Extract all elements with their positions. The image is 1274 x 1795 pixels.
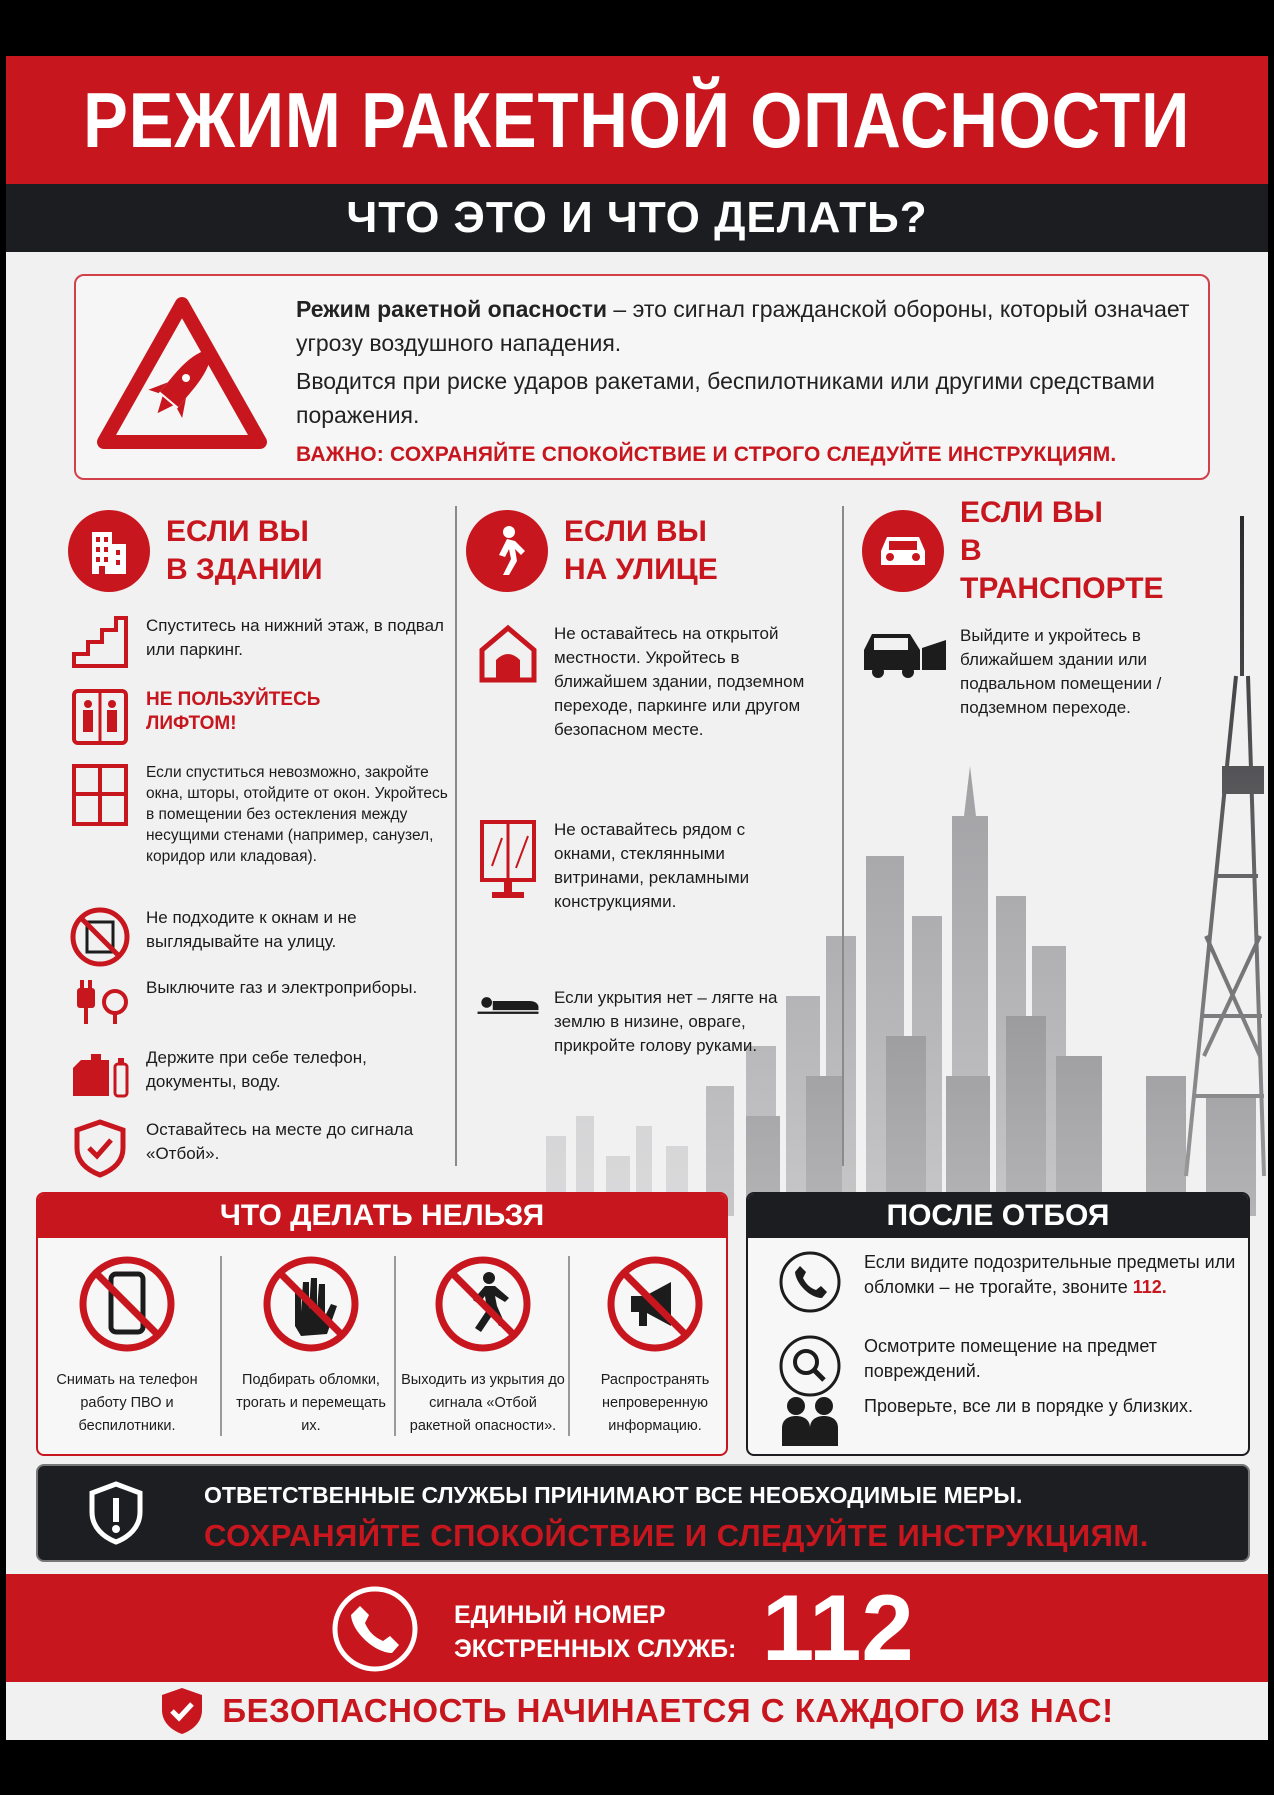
after-item-1-body: Если видите подозрительные предметы или обломки – не трогайте, звоните bbox=[864, 1252, 1236, 1297]
services-line1: ОТВЕТСТВЕННЫЕ СЛУЖБЫ ПРИНИМАЮТ ВСЕ НЕОБХОДИМЫЕ МЕРЫ. bbox=[204, 1482, 1023, 1508]
street-item-3 bbox=[476, 986, 846, 1058]
street-title bbox=[564, 513, 718, 589]
column-divider-2 bbox=[842, 506, 844, 1166]
building-item-5-text: Выключите газ и электроприборы. bbox=[146, 978, 418, 997]
street-title-line2: НА УЛИЦЕ bbox=[564, 553, 718, 586]
subtitle-banner bbox=[6, 184, 1268, 252]
hotline-number: 112 bbox=[762, 1575, 914, 1680]
shield-exclamation-icon bbox=[88, 1480, 144, 1546]
banned-item-3-text: Выходить из укрытия до сигнала «Отбой ракетной опасности». bbox=[401, 1372, 565, 1434]
street-item-3-text: Если укрытия нет – лягте на землю в низине, овраге, прикройте голову руками. bbox=[554, 988, 778, 1055]
building-title bbox=[166, 513, 323, 589]
street-item-2-text: Не оставайтесь рядом с окнами, стеклянными витринами, рекламными конструкциями. bbox=[554, 820, 750, 911]
building-item-3 bbox=[68, 762, 448, 867]
no-running-icon bbox=[433, 1254, 533, 1354]
street-item-1-text: Не оставайтесь на открытой местности. Укройтесь в ближайшем здании, подземном переходе, паркинге или другом безопасном месте. bbox=[554, 624, 805, 739]
title-banner bbox=[6, 56, 1268, 184]
intro-box bbox=[74, 274, 1210, 480]
street-circle bbox=[466, 510, 548, 592]
hotline-banner bbox=[6, 1574, 1268, 1682]
banned-title: ЧТО ДЕЛАТЬ НЕЛЬЗЯ bbox=[38, 1194, 726, 1238]
street-item-1 bbox=[476, 622, 846, 742]
after-item-3 bbox=[778, 1394, 1244, 1448]
phone-icon bbox=[778, 1250, 842, 1314]
building-item-6 bbox=[68, 1046, 448, 1102]
intro-term: Режим ракетной опасности bbox=[296, 296, 608, 322]
building-circle bbox=[68, 510, 150, 592]
building-item-7-text: Оставайтесь на месте до сигнала «Отбой». bbox=[146, 1120, 414, 1163]
building-item-4-text: Не подходите к окнам и не выглядывайте на улицу. bbox=[146, 908, 357, 951]
no-phone-icon bbox=[77, 1254, 177, 1354]
building-item-1-text: Спуститесь на нижний этаж, в подвал или паркинг. bbox=[146, 616, 444, 659]
building-item-6-text: Держите при себе телефон, документы, воду. bbox=[146, 1048, 367, 1091]
after-item-2-text: Осмотрите помещение на предмет повреждений. bbox=[864, 1336, 1157, 1381]
banned-item-2-text: Подбирать обломки, трогать и перемещать их. bbox=[236, 1372, 386, 1434]
poster bbox=[6, 56, 1268, 1740]
street-header bbox=[466, 506, 836, 596]
no-hand-icon bbox=[261, 1254, 361, 1354]
building-title-line1: ЕСЛИ ВЫ bbox=[166, 515, 309, 548]
footer bbox=[6, 1682, 1268, 1740]
intro-context: Вводится при риске ударов ракетами, беспилотниками или другими средствами поражения. bbox=[296, 368, 1155, 428]
banned-item-3 bbox=[398, 1254, 568, 1438]
shelter-icon bbox=[476, 622, 540, 684]
building-item-4 bbox=[68, 906, 448, 968]
shield-check-icon bbox=[73, 1118, 127, 1178]
banned-item-1-text: Снимать на телефон работу ПВО и беспилотники. bbox=[56, 1372, 198, 1434]
page-title: РЕЖИМ РАКЕТНОЙ ОПАСНОСТИ bbox=[83, 75, 1191, 164]
transport-section bbox=[862, 496, 1192, 605]
transport-circle bbox=[862, 510, 944, 592]
billboard-icon bbox=[476, 818, 540, 902]
phone-icon bbox=[330, 1584, 420, 1674]
banned-section bbox=[36, 1192, 728, 1456]
services-banner bbox=[36, 1464, 1250, 1562]
transport-item-1-text: Выйдите и укройтесь в ближайшем здании или подвальном помещении / подземном переходе. bbox=[960, 626, 1162, 717]
elevator-icon bbox=[70, 688, 130, 746]
intro-text bbox=[296, 292, 1196, 476]
after-item-1-number: 112. bbox=[1132, 1277, 1167, 1297]
stairs-icon bbox=[70, 614, 130, 670]
after-item-1-text bbox=[864, 1250, 1244, 1300]
intro-definition: – это сигнал гражданской обороны, который означает угрозу воздушного нападения. bbox=[296, 296, 1190, 356]
building-item-3-text: Если спуститься невозможно, закройте окна, шторы, отойдите от окон. Укройтесь в помещении без остекления между несущими стенами (например, санузел, коридор или кладовая). bbox=[146, 764, 448, 865]
no-megaphone-icon bbox=[605, 1254, 705, 1354]
plug-icon bbox=[69, 976, 131, 1028]
transport-title-line2: В ТРАНСПОРТЕ bbox=[960, 534, 1164, 605]
rocket-warning-icon bbox=[96, 292, 268, 452]
building-item-2-text: НЕ ПОЛЬЗУЙТЕСЬ ЛИФТОМ! bbox=[146, 689, 321, 734]
car-door-icon bbox=[862, 624, 952, 682]
window-icon bbox=[70, 762, 130, 828]
banned-item-2 bbox=[226, 1254, 396, 1438]
after-title: ПОСЛЕ ОТБОЯ bbox=[748, 1194, 1248, 1238]
building-item-5 bbox=[68, 976, 448, 1028]
transport-item-1 bbox=[862, 624, 1192, 720]
after-section bbox=[746, 1192, 1250, 1456]
lying-person-icon bbox=[476, 986, 540, 1022]
footer-text: БЕЗОПАСНОСТЬ НАЧИНАЕТСЯ С КАЖДОГО ИЗ НАС! bbox=[222, 1692, 1114, 1729]
transport-header bbox=[862, 496, 1192, 605]
building-section bbox=[68, 506, 448, 596]
column-divider-1 bbox=[455, 506, 457, 1166]
banned-item-4-text: Распространять непроверенную информацию. bbox=[600, 1372, 710, 1434]
building-item-7 bbox=[68, 1118, 448, 1178]
building-item-1 bbox=[68, 614, 448, 670]
building-item-2 bbox=[68, 688, 448, 746]
banned-divider-2 bbox=[394, 1256, 396, 1436]
people-icon bbox=[778, 1394, 842, 1448]
banned-item-4 bbox=[570, 1254, 728, 1438]
hotline-label-line2: ЭКСТРЕННЫХ СЛУЖБ: bbox=[454, 1635, 737, 1663]
building-icon bbox=[86, 526, 132, 576]
intro-important: ВАЖНО: СОХРАНЯЙТЕ СПОКОЙСТВИЕ И СТРОГО СЛЕДУЙТЕ ИНСТРУКЦИЯМ. bbox=[296, 443, 1117, 466]
services-line2: СОХРАНЯЙТЕ СПОКОЙСТВИЕ И СЛЕДУЙТЕ ИНСТРУКЦИЯМ. bbox=[204, 1518, 1149, 1553]
hotline-label-line1: ЕДИНЫЙ НОМЕР bbox=[454, 1601, 666, 1629]
magnifier-icon bbox=[778, 1334, 842, 1398]
no-window-icon bbox=[69, 906, 131, 968]
after-item-1 bbox=[778, 1250, 1244, 1314]
after-item-3-text: Проверьте, все ли в порядке у близких. bbox=[864, 1396, 1194, 1416]
page-subtitle: ЧТО ЭТО И ЧТО ДЕЛАТЬ? bbox=[346, 193, 928, 242]
shield-check-icon bbox=[160, 1686, 204, 1736]
pedestrian-icon bbox=[487, 525, 527, 577]
street-item-2 bbox=[476, 818, 846, 914]
building-title-line2: В ЗДАНИИ bbox=[166, 553, 323, 586]
car-icon bbox=[877, 531, 929, 571]
hotline-label bbox=[454, 1598, 736, 1666]
after-item-2 bbox=[778, 1334, 1244, 1398]
building-header bbox=[68, 506, 448, 596]
transport-title bbox=[960, 494, 1192, 608]
bag-icon bbox=[69, 1046, 131, 1102]
street-title-line1: ЕСЛИ ВЫ bbox=[564, 515, 707, 548]
banned-divider-1 bbox=[220, 1256, 222, 1436]
street-section bbox=[466, 506, 836, 596]
banned-item-1 bbox=[42, 1254, 212, 1438]
transport-title-line1: ЕСЛИ ВЫ bbox=[960, 496, 1103, 529]
